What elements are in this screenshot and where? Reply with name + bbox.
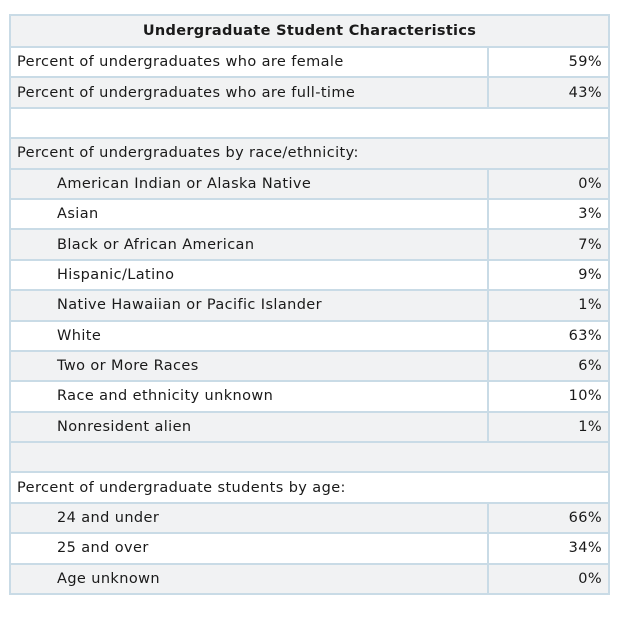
row-label: 25 and over <box>11 534 489 562</box>
row-label: Race and ethnicity unknown <box>11 382 489 410</box>
row-value: 43% <box>568 84 602 101</box>
section-heading-label: Percent of undergraduate students by age: <box>17 479 346 496</box>
table-row <box>11 320 608 350</box>
row-value: 0% <box>578 175 602 192</box>
row-value: 34% <box>568 540 602 557</box>
table-row <box>11 259 608 289</box>
table-row <box>11 289 608 319</box>
table-row <box>11 198 608 228</box>
row-value: 3% <box>578 206 602 223</box>
table-row <box>11 228 608 258</box>
row-value: 10% <box>568 388 602 405</box>
row-value: 66% <box>568 510 602 527</box>
table-row <box>11 502 608 532</box>
row-value: 59% <box>568 54 602 71</box>
row-label: Native Hawaiian or Pacific Islander <box>11 291 489 319</box>
table-title: Undergraduate Student Characteristics <box>11 16 608 46</box>
spacer-row <box>11 441 608 471</box>
table-row <box>11 411 608 441</box>
table-row <box>11 350 608 380</box>
section-heading-label: Percent of undergraduates by race/ethnicity: <box>17 145 359 162</box>
row-value: 7% <box>578 236 602 253</box>
spacer-row <box>11 107 608 137</box>
row-value: 6% <box>578 358 602 375</box>
row-label: Two or More Races <box>11 352 489 380</box>
row-label: Hispanic/Latino <box>11 261 489 289</box>
row-value: 1% <box>578 297 602 314</box>
table-row <box>11 380 608 410</box>
table-row <box>11 46 608 76</box>
section-heading-race <box>11 137 608 167</box>
row-label: 24 and under <box>11 504 489 532</box>
row-label: Percent of undergraduates who are full-time <box>11 78 489 106</box>
table-row <box>11 532 608 562</box>
row-label: Nonresident alien <box>11 413 489 441</box>
table-row <box>11 76 608 106</box>
row-value: 63% <box>568 327 602 344</box>
row-label: Age unknown <box>11 565 489 593</box>
section-heading-age <box>11 471 608 501</box>
row-value: 9% <box>578 266 602 283</box>
table-row <box>11 168 608 198</box>
row-value: 0% <box>578 570 602 587</box>
table-row <box>11 563 608 593</box>
row-label: Asian <box>11 200 489 228</box>
undergraduate-characteristics-table <box>9 14 610 595</box>
row-label: American Indian or Alaska Native <box>11 170 489 198</box>
row-label: Black or African American <box>11 230 489 258</box>
row-label: White <box>11 322 489 350</box>
row-value: 1% <box>578 418 602 435</box>
row-label: Percent of undergraduates who are female <box>11 48 489 76</box>
